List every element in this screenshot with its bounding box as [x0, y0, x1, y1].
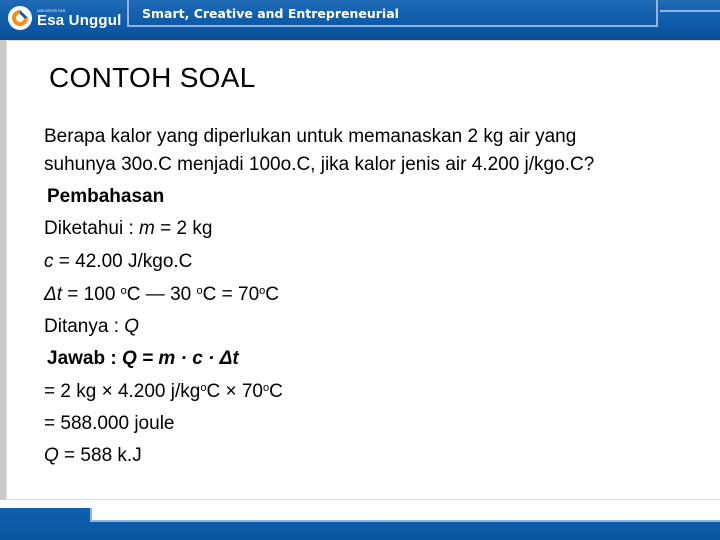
- footer-left-strip: [0, 500, 92, 508]
- jawab-prefix: Jawab :: [47, 348, 122, 369]
- diketahui-line: [44, 219, 212, 238]
- logo-emblem-icon: [8, 6, 32, 30]
- jawab-line: [47, 349, 239, 368]
- degree-sup-4: o: [200, 382, 207, 394]
- result-var: Q: [44, 445, 59, 466]
- degree-sup-1: o: [120, 285, 127, 297]
- calculation-line-2: = 588.000 joule: [44, 413, 175, 434]
- diketahui-value: = 2 kg: [154, 218, 213, 239]
- ditanya-var: Q: [124, 316, 140, 337]
- header-frame-line-right: [660, 0, 720, 12]
- delta-t-line: [44, 285, 279, 304]
- c-value: = 42.00 J/kgo.C: [53, 251, 193, 272]
- dt-part-d: C: [265, 284, 279, 305]
- degree-sup-5: o: [262, 382, 270, 394]
- result-line: [44, 446, 142, 465]
- calculation-line-1: [44, 382, 283, 401]
- dt-part-c: C = 70: [202, 284, 260, 305]
- logo-small-text: UNIVERSITAS: [37, 7, 66, 13]
- ditanya-prefix: Ditanya :: [44, 316, 125, 337]
- dt-var: Δt: [44, 284, 63, 305]
- diketahui-var: m: [139, 218, 155, 239]
- result-value: = 588 k.J: [58, 445, 142, 466]
- calc1-part-c: C: [269, 381, 283, 402]
- question-line-1: Berapa kalor yang diperlukan untuk memanaskan 2 kg air yang: [44, 126, 577, 147]
- dt-part-b: C — 30: [126, 284, 197, 305]
- jawab-formula: Q = m · c · Δt: [121, 348, 239, 369]
- slide-title: CONTOH SOAL: [49, 62, 256, 93]
- logo-name: Esa Unggul: [37, 11, 122, 29]
- degree-sup-3: o: [259, 285, 266, 297]
- ditanya-line: [44, 317, 139, 336]
- dt-part-a: = 100: [62, 284, 121, 305]
- pembahasan-heading: Pembahasan: [47, 186, 165, 207]
- calc1-part-b: C × 70: [206, 381, 263, 402]
- calc1-part-a: = 2 kg × 4.200 j/kg: [44, 381, 201, 402]
- university-logo: [8, 4, 122, 32]
- diketahui-prefix: Diketahui :: [44, 218, 140, 239]
- header-tagline: Smart, Creative and Entrepreneurial: [142, 6, 399, 21]
- question-line-2: suhunya 30o.C menjadi 100o.C, jika kalor jenis air 4.200 j/kgo.C?: [44, 154, 595, 175]
- footer-frame: [90, 500, 720, 522]
- c-var: c: [44, 251, 54, 272]
- degree-sup-2: o: [196, 285, 203, 297]
- specific-heat-line: [44, 252, 192, 271]
